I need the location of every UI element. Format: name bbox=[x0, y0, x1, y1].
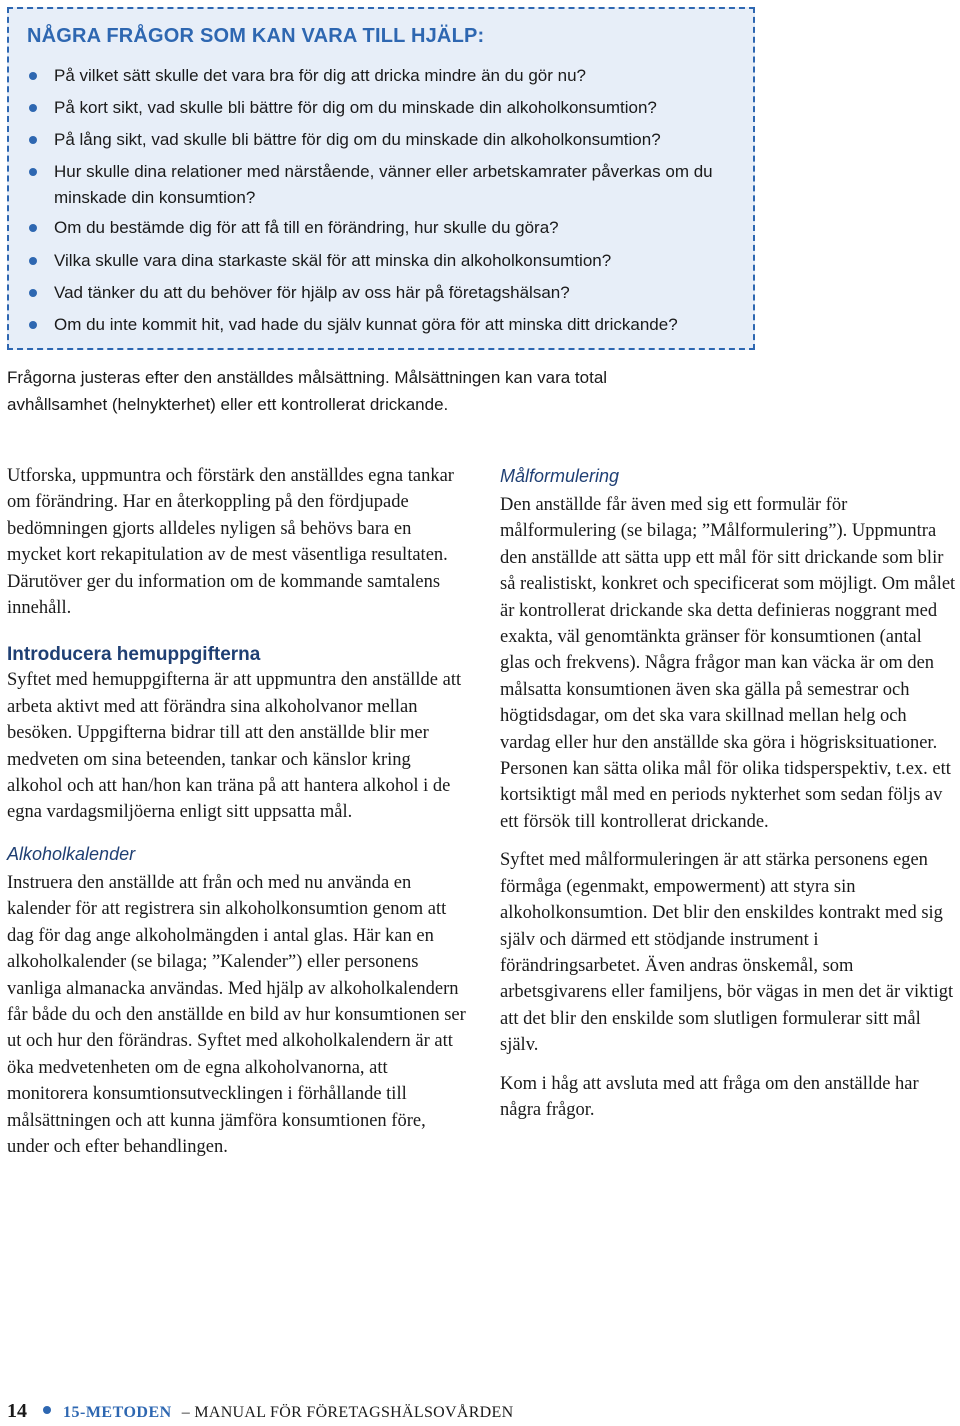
question-item bbox=[29, 159, 749, 211]
question-text: På lång sikt, vad skulle bli bättre för dig om du minskade din alkoholkonsumtion? bbox=[54, 130, 661, 149]
bullet-icon bbox=[29, 289, 37, 297]
goal-subheading: Målformulering bbox=[500, 466, 620, 486]
question-text: Vilka skulle vara dina starkaste skäl för att minska din alkoholkonsumtion? bbox=[54, 251, 612, 270]
homework-paragraph: Syftet med hemuppgifterna är att uppmuntra den anställde att arbeta aktivt med att förändra sina alkoholvanor mellan besöken. Uppgifterna bidrar till att den anställde blir mer medveten om sina beteenden, tankar och känslor kring alkohol och att han/hon kan träna på att hantera alkohol i de egna vardagsmiljöerna enligt sitt uppsatta mål. bbox=[7, 670, 462, 823]
question-item bbox=[29, 312, 749, 338]
bullet-icon bbox=[43, 1406, 51, 1414]
closing-paragraph: Kom i håg att avsluta med att fråga om den anställde har några frågor. bbox=[500, 1073, 919, 1120]
question-item bbox=[29, 127, 749, 153]
goal-paragraph: Den anställde får även med sig ett formulär för målformulering (se bilaga; ”Målformulering”). Uppmuntra den anställde att sätta upp ett mål för sitt drickande som blir så realistiskt, konkret och specificerat som möjligt. Om målet är kontrollerat drickande ska detta definieras noggrant med exakta, väl genomtänkta gränser för konsumtionen (antal glas och frekvens). Några frågor man kan väcka är om den målsatta konsumtionen även ska gälla på semestrar och högtidsdagar, om det ska vara skillnad mellan helg och vardag eller hur den anställde ska göra i högrisksituationer. Personen kan sätta olika mål för olika tidsperspektiv, t.ex. ett kortsiktigt mål med en periods nykterhet som sedan följs av ett försök till kontrollerat drickande. bbox=[500, 495, 956, 832]
question-text: Om du bestämde dig för att få till en förändring, hur skulle du göra? bbox=[54, 218, 559, 237]
calendar-paragraph: Instruera den anställde att från och med nu använda en kalender för att registrera sin alkoholkonsumtion genom att dag för dag ange alkoholmängden i antal glas. Här kan en alkoholkalender (se bilaga; ”Kalender”) eller personens vanliga almanacka användas. Med hjälp av alkoholkalendern får både du och den anställde en bild av hur konsumtionen ser ut och hur den förändras. Syftet med alkoholkalendern är att öka medvetenheten om de egna alkoholvanorna, att monitorera konsumtionsutvecklingen i förhållande till målsättningen och att kunna jämföra konsumtionen före, under och efter behandlingen. bbox=[7, 872, 466, 1157]
question-item bbox=[29, 95, 749, 121]
question-text: Hur skulle dina relationer med närstående, vänner eller arbetskamrater påverkas om du minskade din konsumtion? bbox=[54, 162, 713, 207]
bullet-icon bbox=[29, 136, 37, 144]
question-item bbox=[29, 280, 749, 306]
bullet-icon bbox=[29, 168, 37, 176]
question-item bbox=[29, 248, 749, 274]
bullet-icon bbox=[29, 321, 37, 329]
brand-name: 15-METODEN bbox=[63, 1404, 172, 1421]
question-box bbox=[7, 7, 755, 350]
right-column bbox=[500, 464, 956, 1123]
question-text: På vilket sätt skulle det vara bra för dig att dricka mindre än du gör nu? bbox=[54, 66, 586, 85]
left-column bbox=[7, 463, 467, 1160]
question-text: Om du inte kommit hit, vad hade du själv kunnat göra för att minska ditt drickande? bbox=[54, 315, 678, 334]
question-text: På kort sikt, vad skulle bli bättre för dig om du minskade din alkoholkonsumtion? bbox=[54, 98, 657, 117]
calendar-subheading: Alkoholkalender bbox=[7, 843, 136, 864]
question-text: Vad tänker du att du behöver för hjälp av oss här på företagshälsan? bbox=[54, 283, 570, 302]
bullet-icon bbox=[29, 72, 37, 80]
manual-title: – MANUAL FÖR FÖRETAGSHÄLSOVÅRDEN bbox=[181, 1404, 514, 1421]
bullet-icon bbox=[29, 224, 37, 232]
goal-note: Frågorna justeras efter den anställdes målsättning. Målsättningen kan vara total avhållsamhet (helnykterhet) eller ett kontrollerat drickande. bbox=[7, 368, 608, 414]
purpose-paragraph: Syftet med målformuleringen är att stärka personens egen förmåga (egenmakt, empowerment) att styra sin alkoholkonsumtion. Det blir den enskildes kontrakt med sig själv och därmed ett stödjande instrument i förändringsarbetet. Även andras önskemål, som arbetsgivarens eller familjens, bör vägas in men det är viktigt att det blir den enskilde som slutligen formulerar sitt mål själv. bbox=[500, 850, 954, 1056]
question-item bbox=[29, 215, 749, 241]
section-heading: Introducera hemuppgifterna bbox=[7, 644, 261, 666]
question-item bbox=[29, 63, 749, 89]
page-number: 14 bbox=[7, 1400, 27, 1422]
intro-paragraph: Utforska, uppmuntra och förstärk den anställdes egna tankar om förändring. Har en återkoppling på den fördjupade bedömningen gjorts alldeles nyligen så behövs bara en mycket kort rekapitulation av de mest väsentliga resultaten. Därutöver ger du information om de kommande samtalens innehåll. bbox=[7, 466, 454, 619]
bullet-icon bbox=[29, 104, 37, 112]
bullet-icon bbox=[29, 257, 37, 265]
box-title: NÅGRA FRÅGOR SOM KAN VARA TILL HJÄLP: bbox=[27, 25, 485, 47]
page-footer bbox=[7, 1400, 513, 1426]
